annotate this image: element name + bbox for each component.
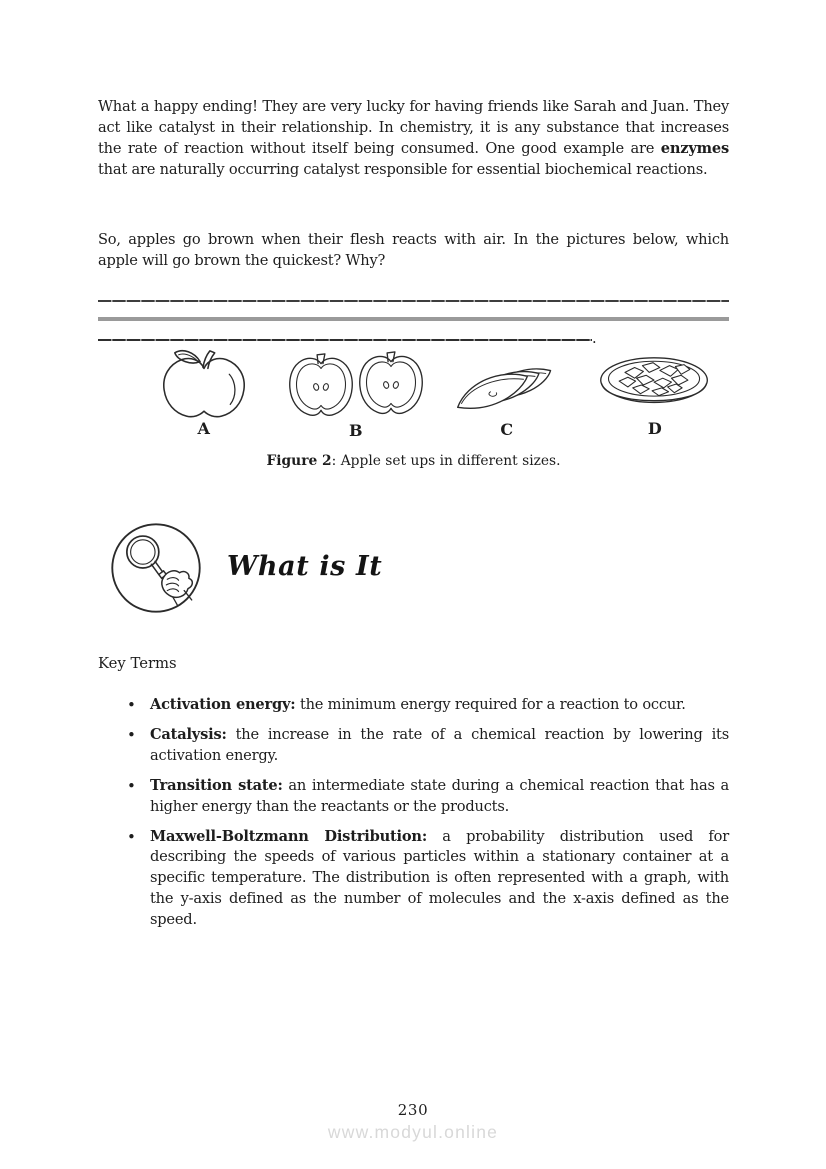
key-term-transition-state xyxy=(98,776,729,818)
figure-label-c: C xyxy=(500,420,514,439)
answer-line-3 xyxy=(98,332,729,346)
key-term-label: Transition state: xyxy=(150,776,283,794)
key-term-maxwell-boltzmann xyxy=(98,827,729,932)
key-terms-title: Key Terms xyxy=(98,655,177,672)
key-term-label: Activation energy: xyxy=(150,696,296,713)
key-term-activation-energy xyxy=(98,695,729,716)
answer-line-2 xyxy=(98,317,729,321)
page-number: 230 xyxy=(397,1101,429,1119)
key-term-definition: the minimum energy required for a reaction to occur. xyxy=(299,696,686,713)
key-term-label: Catalysis: xyxy=(150,725,227,743)
key-term-definition: a probability distribution used for describing the speeds of various particles within a stationary container at a specific temperature. The distribution is often represented with a graph, with the y-axis defined as the number of molecules and the x-axis defined as the speed. xyxy=(150,827,729,929)
magnifier-hand-icon xyxy=(109,521,203,615)
figure-label-a: A xyxy=(197,419,211,438)
figure-item-apple-slices xyxy=(448,357,566,439)
intro-bold-term: enzymes xyxy=(660,139,729,157)
figure-caption-number: Figure 2 xyxy=(266,453,332,469)
figure-caption xyxy=(98,453,729,469)
intro-text-cont: that are naturally occurring catalyst responsible for essential biochemical reactions. xyxy=(98,160,708,178)
figure-item-apple-halves xyxy=(284,350,428,440)
figure-caption-text: : Apple set ups in different sizes. xyxy=(331,453,561,469)
question-paragraph: So, apples go brown when their flesh reacts with air. In the pictures below, which apple will go brown the quickest? Why? xyxy=(98,231,729,269)
key-term-catalysis xyxy=(98,725,729,767)
answer-line-period: . xyxy=(592,330,597,347)
apple-whole-icon xyxy=(154,347,254,419)
figure-item-whole-apple xyxy=(152,347,256,438)
apple-diced-bowl-icon xyxy=(596,353,714,415)
apple-halves-icon xyxy=(285,350,427,420)
key-term-definition: an intermediate state during a chemical reaction that has a higher energy than the reactants or the products. xyxy=(150,776,729,815)
apple-slices-icon xyxy=(450,357,564,417)
intro-paragraph xyxy=(98,97,729,181)
answer-line-3-rule xyxy=(98,339,592,341)
key-term-label: Maxwell-Boltzmann Distribution: xyxy=(150,827,428,845)
answer-line-1 xyxy=(98,300,729,302)
key-terms-list xyxy=(98,695,729,940)
key-term-definition: the increase in the rate of a chemical reaction by lowering its activation energy. xyxy=(150,725,729,764)
figure-item-diced-apple-bowl xyxy=(594,353,716,438)
watermark: www.modyul.online xyxy=(327,1122,499,1142)
figure-label-d: D xyxy=(647,419,663,438)
figure-label-b: B xyxy=(348,421,364,440)
section-heading: What is It xyxy=(227,551,383,582)
intro-text: What a happy ending! They are very lucky for having friends like Sarah and Juan. They act like catalyst in their relationship. In chemistry, it is any substance that increases the rate of reaction without itself being consumed. One good example are xyxy=(98,98,729,157)
